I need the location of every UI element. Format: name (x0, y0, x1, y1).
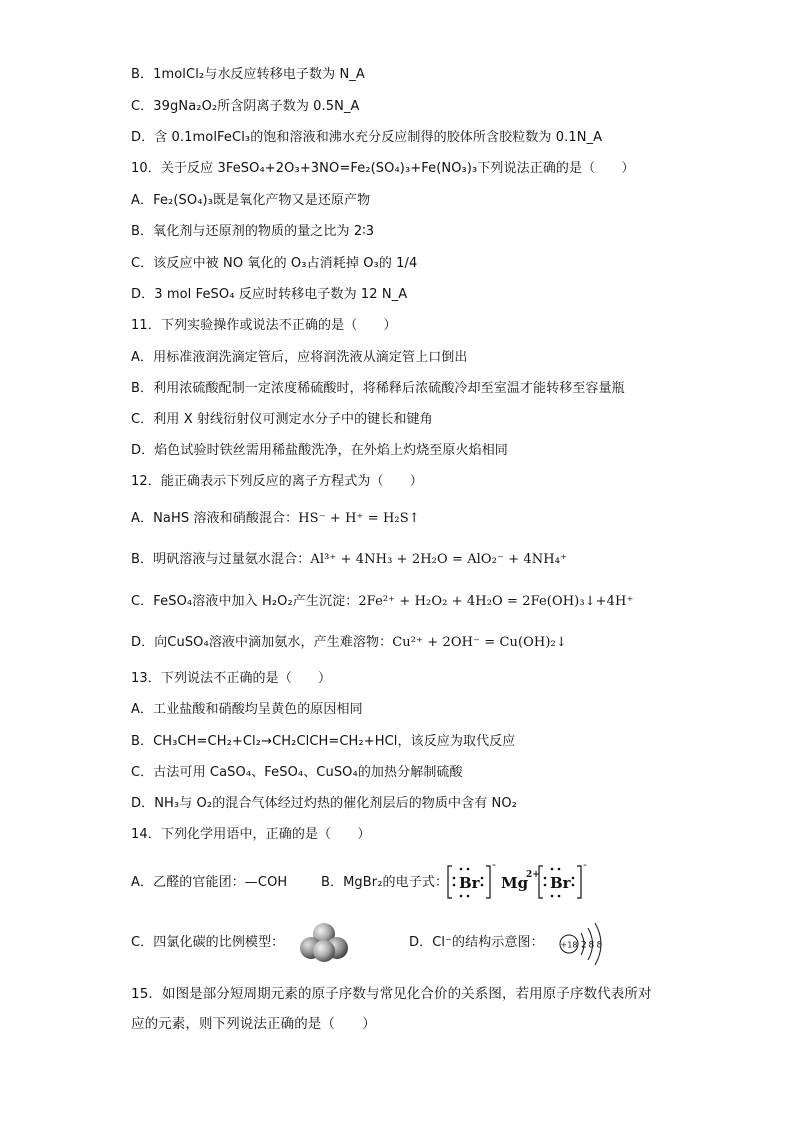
q12-option-b (131, 551, 567, 569)
q9-option-b: B．1molCl₂与水反应转移电子数为 N_A (131, 67, 365, 82)
q12-option-c (131, 593, 633, 611)
q14-option-d: D．Cl⁻的结构示意图： (409, 935, 544, 950)
q14-option-c: C．四氯化碳的比例模型： (131, 935, 285, 950)
q9-option-c: C．39gNa₂O₂所含阴离子数为 0.5N_A (131, 99, 360, 114)
q10-option-b: B．氧化剂与还原剂的物质的量之比为 2∶3 (131, 224, 375, 239)
q14-stem: 14．下列化学用语中，正确的是（ ） (131, 827, 371, 842)
q10-option-a: A．Fe₂(SO₄)₃既是氧化产物又是还原产物 (131, 193, 371, 208)
q10-stem: 10．关于反应 3FeSO₄+2O₃+3NO=Fe₂(SO₄)₃+Fe(NO₃)₃下列说法正确的是（ ） (131, 161, 635, 176)
q10-option-c: C．该反应中被 NO 氧化的 O₃占消耗掉 O₃的 1/4 (131, 256, 418, 271)
q11-option-b: B．利用浓硫酸配制一定浓度稀硫酸时，将稀释后浓硫酸冷却至室温才能转移至容量瓶 (131, 381, 625, 396)
q11-option-a: A．用标准液润洗滴定管后，应将润洗液从滴定管上口倒出 (131, 350, 468, 365)
q13-option-c: C．古法可用 CaSO₄、FeSO₄、CuSO₄的加热分解制硫酸 (131, 765, 463, 780)
q12-option-d-text: D．向CuSO₄溶液中滴加氨水，产生难溶物： (131, 635, 393, 650)
q13-option-b: B．CH₃CH=CH₂+Cl₂→CH₂ClCH=CH₂+HCl，该反应为取代反应 (131, 734, 516, 749)
q13-option-a: A．工业盐酸和硝酸均呈黄色的原因相同 (131, 702, 363, 717)
q11-option-c: C．利用 X 射线衍射仪可测定水分子中的键长和键角 (131, 412, 433, 427)
mgbr2-electron-dot-formula (446, 858, 596, 904)
q10-option-d: D．3 mol FeSO₄ 反应时转移电子数为 12 N_A (131, 287, 408, 302)
q12-stem: 12．能正确表示下列反应的离子方程式为（ ） (131, 474, 423, 489)
br-left-symbol: Br (459, 874, 480, 892)
cl-shell-3-electrons: 8 (596, 940, 603, 951)
q12-option-d (131, 634, 567, 652)
br-right-charge: - (583, 858, 587, 871)
q14-option-a: A．乙醛的官能团：—COH (131, 875, 288, 890)
q11-stem: 11．下列实验操作或说法不正确的是（ ） (131, 318, 397, 333)
q12-option-b-text: B．明矾溶液与过量氨水混合： (131, 552, 311, 567)
q14-option-b: B．MgBr₂的电子式： (321, 875, 449, 890)
q13-option-d: D．NH₃与 O₂的混合气体经过灼热的催化剂层后的物质中含有 NO₂ (131, 796, 517, 811)
cl-shell-2-electrons: 8 (588, 940, 595, 951)
cl-ion-structure-diagram (557, 919, 609, 969)
br-right-symbol: Br (550, 874, 571, 892)
cl-shell-1-electrons: 2 (581, 940, 587, 951)
q9-option-d: D．含 0.1molFeCl₃的饱和溶液和沸水充分反应制得的胶体所含胶粒数为 0.1N_A (131, 130, 603, 145)
q12-option-a-equation: HS⁻ + H⁺ = H₂S↑ (298, 511, 420, 526)
mg-charge: 2+ (526, 870, 540, 880)
q12-option-c-equation: 2Fe²⁺ + H₂O₂ + 4H₂O = 2Fe(OH)₃↓+4H⁺ (358, 594, 634, 609)
q12-option-b-equation: Al³⁺ + 4NH₃ + 2H₂O = AlO₂⁻ + 4NH₄⁺ (310, 552, 567, 567)
br-left-charge: - (492, 858, 496, 871)
q12-option-a (131, 510, 420, 528)
q12-option-c-text: C．FeSO₄溶液中加入 H₂O₂产生沉淀： (131, 594, 359, 609)
ccl4-space-filling-model-icon (298, 920, 350, 964)
q12-option-a-text: A．NaHS 溶液和硝酸混合： (131, 511, 299, 526)
q11-option-d: D．焰色试验时铁丝需用稀盐酸洗净，在外焰上灼烧至原火焰相同 (131, 443, 508, 458)
q13-stem: 13．下列说法不正确的是（ ） (131, 671, 332, 686)
q15-stem-line1: 15．如图是部分短周期元素的原子序数与常见化合价的关系图，若用原子序数代表所对 (131, 986, 652, 1002)
q12-option-d-equation: Cu²⁺ + 2OH⁻ = Cu(OH)₂↓ (392, 635, 567, 650)
q15-stem-line2: 应的元素，则下列说法正确的是（ ） (131, 1016, 376, 1032)
mg-symbol: Mg (501, 874, 529, 892)
cl-nucleus-charge: +18 (560, 940, 578, 950)
